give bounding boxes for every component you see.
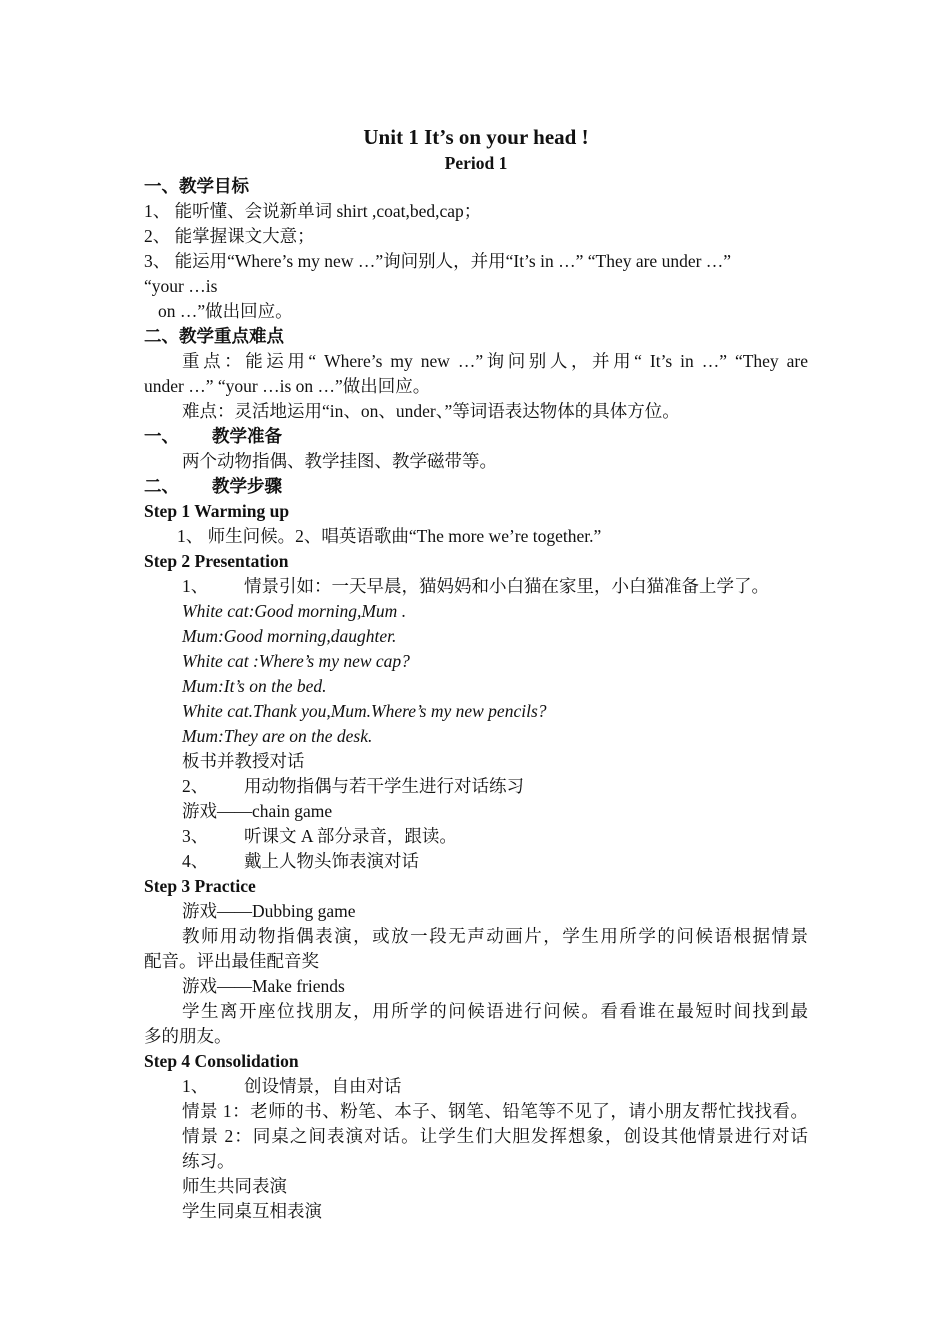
- board-note: 板书并教授对话: [182, 751, 305, 771]
- game-make-friends-desc-1: 学生离开座位找朋友，用所学的问候语进行问候。看看谁在最短时间找到最: [182, 1001, 808, 1021]
- section-title: 教学准备: [212, 426, 282, 446]
- item-number: 2、: [182, 776, 209, 796]
- lesson-plan-page: [144, 120, 808, 1224]
- key-point-line-1: 重点：能运用“ Where’s my new …”询问别人，并用“ It’s in …” “They are: [182, 351, 808, 371]
- game-chain: 游戏——chain game: [182, 801, 333, 821]
- perform-teacher-student: 师生共同表演: [182, 1176, 287, 1196]
- item-number: 3、: [182, 826, 209, 846]
- section-heading-preparation: [144, 424, 808, 449]
- objective-item-2: 2、 能掌握课文大意；: [144, 226, 315, 246]
- item-number: 1、: [182, 576, 209, 596]
- preparation-text: 两个动物指偶、教学挂图、教学磁带等。: [182, 451, 497, 471]
- step2-item-1: [144, 574, 808, 599]
- item-text: 创设情景，自由对话: [244, 1076, 402, 1096]
- game-dubbing: 游戏——Dubbing game: [182, 901, 356, 921]
- section-title: 教学步骤: [212, 476, 282, 496]
- step2-item-3: [144, 824, 808, 849]
- item-text: 情景引如：一天早晨，猫妈妈和小白猫在家里，小白猫准备上学了。: [244, 576, 769, 596]
- game-make-friends: 游戏——Make friends: [182, 976, 345, 996]
- game-dubbing-desc-2: 配音。评出最佳配音奖: [144, 951, 319, 971]
- section-heading-objectives: 一、教学目标: [144, 176, 249, 196]
- perform-deskmates: 学生同桌互相表演: [182, 1201, 322, 1221]
- key-point-line-2: under …” “your …is on …”做出回应。: [144, 376, 431, 396]
- scene-1: 情景 1：老师的书、粉笔、本子、钢笔、铅笔等不见了，请小朋友帮忙找找看。: [182, 1101, 808, 1121]
- item-number: 1、: [182, 1076, 209, 1096]
- item-text: 用动物指偶与若干学生进行对话练习: [244, 776, 524, 796]
- dialog-line: White cat:Good morning,Mum .: [182, 601, 407, 621]
- objective-item-1: 1、 能听懂、会说新单词 shirt ,coat,bed,cap；: [144, 201, 482, 221]
- document-title: Unit 1 It’s on your head !: [363, 125, 589, 149]
- objective-item-3: 3、 能运用“Where’s my new …”询问别人，并用“It’s in …” “They are under …”: [144, 251, 732, 271]
- scene-2-line-2: 练习。: [182, 1151, 235, 1171]
- section-heading-key-points: 二、教学重点难点: [144, 326, 284, 346]
- section-heading-steps: [144, 474, 808, 499]
- item-text: 戴上人物头饰表演对话: [244, 851, 419, 871]
- step3-heading: Step 3 Practice: [144, 876, 256, 896]
- game-dubbing-desc-1: 教师用动物指偶表演，或放一段无声动画片，学生用所学的问候语根据情景: [182, 926, 808, 946]
- step2-item-4: [144, 849, 808, 874]
- document-subtitle: Period 1: [444, 153, 508, 173]
- item-number: 4、: [182, 851, 209, 871]
- dialog-line: White cat :Where’s my new cap?: [182, 651, 410, 671]
- step1-text: 1、 师生问候。2、唱英语歌曲“The more we’re together.”: [177, 526, 602, 546]
- game-make-friends-desc-2: 多的朋友。: [144, 1026, 232, 1046]
- step2-item-2: [144, 774, 808, 799]
- dialog-line: Mum:It’s on the bed.: [182, 676, 327, 696]
- step4-item-1: [144, 1074, 808, 1099]
- dialog-line: Mum:They are on the desk.: [182, 726, 373, 746]
- section-number: 一、: [144, 426, 179, 446]
- step1-heading: Step 1 Warming up: [144, 501, 290, 521]
- item-text: 听课文 A 部分录音，跟读。: [244, 826, 457, 846]
- section-number: 二、: [144, 476, 179, 496]
- objective-item-3-cont: “your …is: [144, 276, 218, 296]
- difficult-point: 难点：灵活地运用“in、on、under、”等词语表达物体的具体方位。: [182, 401, 680, 421]
- scene-2-line-1: 情景 2：同桌之间表演对话。让学生们大胆发挥想象，创设其他情景进行对话: [182, 1126, 808, 1146]
- dialog-line: Mum:Good morning,daughter.: [182, 626, 397, 646]
- step4-heading: Step 4 Consolidation: [144, 1051, 299, 1071]
- objective-item-3-cont2: on …”做出回应。: [158, 301, 293, 321]
- step2-heading: Step 2 Presentation: [144, 551, 289, 571]
- dialog-line: White cat.Thank you,Mum.Where’s my new pencils?: [182, 701, 547, 721]
